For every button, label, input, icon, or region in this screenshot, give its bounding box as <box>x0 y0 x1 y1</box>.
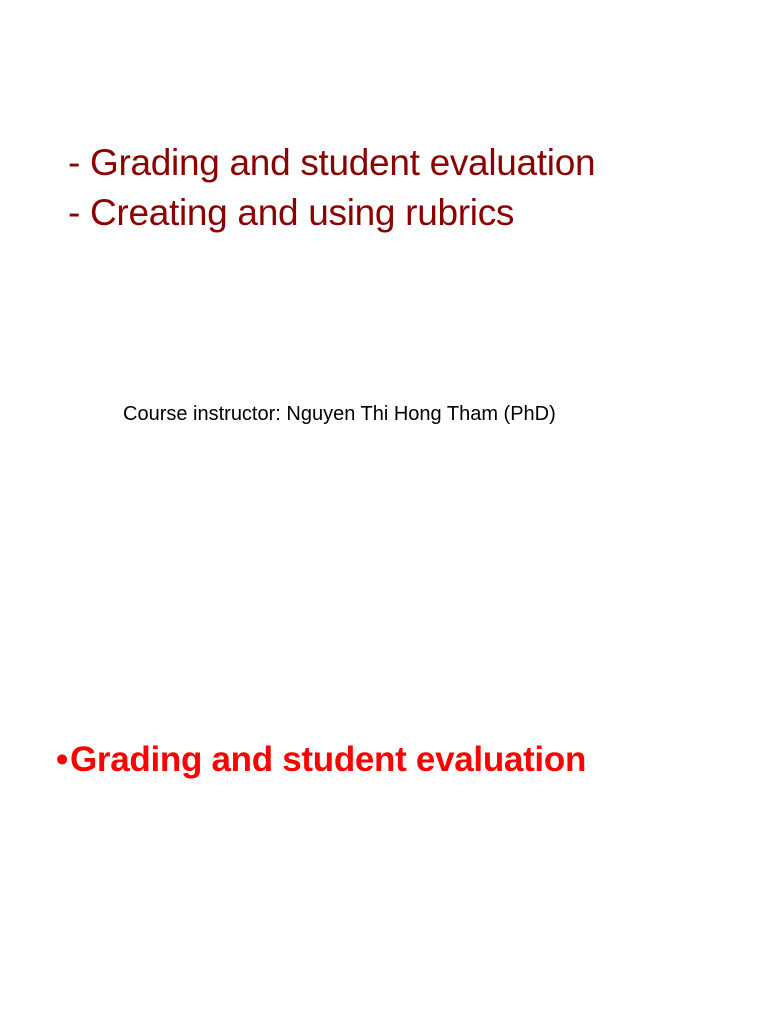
bullet-heading <box>56 736 586 784</box>
course-instructor: Course instructor: Nguyen Thi Hong Tham (PhD) <box>123 403 556 425</box>
bullet-icon: • <box>56 740 68 779</box>
title-line-grading: - Grading and student evaluation <box>68 142 596 183</box>
heading-text: Grading and student evaluation <box>69 740 587 779</box>
content-slide <box>0 576 768 1024</box>
slide-title <box>68 138 748 238</box>
title-line-rubrics: - Creating and using rubrics <box>68 192 515 233</box>
